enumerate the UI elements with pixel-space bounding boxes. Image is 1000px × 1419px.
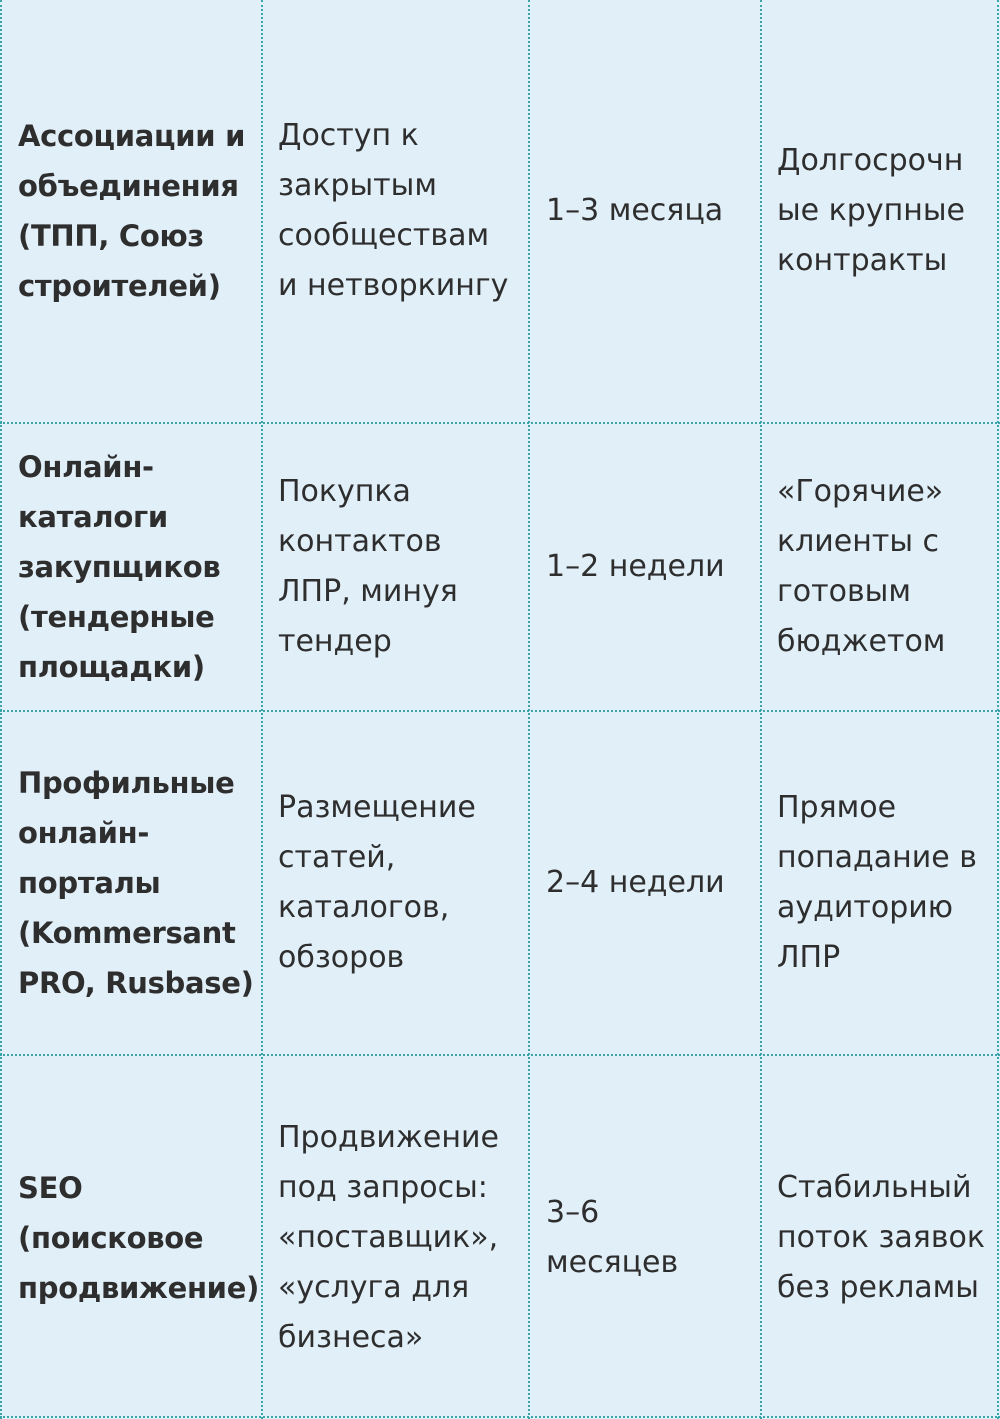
method-text: Продвижение под запросы: «поставщик», «услуга для бизнеса» bbox=[278, 1119, 499, 1355]
row-divider bbox=[0, 710, 1000, 712]
table-row bbox=[0, 1056, 1000, 1419]
row-divider bbox=[0, 422, 1000, 424]
method-text: Размещение статей, каталогов, обзоров bbox=[278, 790, 476, 975]
row-divider bbox=[0, 1416, 1000, 1418]
result-text: Прямое попадание в аудиторию ЛПР bbox=[777, 790, 977, 975]
method-cell bbox=[278, 424, 528, 710]
timeline-text: 2–4 недели bbox=[546, 865, 725, 900]
table-row bbox=[0, 424, 1000, 710]
timeline-text: 1–2 недели bbox=[546, 549, 725, 584]
method-cell bbox=[278, 1056, 528, 1419]
row-divider bbox=[0, 1054, 1000, 1056]
method-cell bbox=[278, 0, 528, 422]
table-row bbox=[0, 0, 1000, 422]
result-text: «Горячие» клиенты с готовым бюджетом bbox=[777, 474, 946, 659]
channel-name: Профильные онлайн- порталы (Kommersant PRO, Rusbase) bbox=[18, 766, 254, 1000]
result-text: Стабильный поток заявок без рекламы bbox=[777, 1169, 985, 1305]
channel-cell bbox=[18, 0, 260, 422]
channel-cell bbox=[18, 1056, 260, 1419]
table-row bbox=[0, 712, 1000, 1054]
channel-name: Онлайн- каталоги закупщиков (тендерные площадки) bbox=[18, 450, 221, 684]
method-text: Покупка контактов ЛПР, минуя тендер bbox=[278, 474, 458, 659]
channel-cell bbox=[18, 712, 260, 1054]
result-cell bbox=[777, 1056, 992, 1419]
timeline-cell bbox=[546, 0, 760, 422]
result-cell bbox=[777, 0, 992, 422]
result-cell bbox=[777, 424, 992, 710]
channel-name: Ассоциации и объединения (ТПП, Союз строителей) bbox=[18, 119, 246, 303]
timeline-cell bbox=[546, 424, 760, 710]
method-cell bbox=[278, 712, 528, 1054]
timeline-text: 1–3 месяца bbox=[546, 193, 724, 228]
channel-cell bbox=[18, 424, 260, 710]
channel-name: SEO (поисковое продвижение) bbox=[18, 1170, 260, 1305]
method-text: Доступ к закрытым сообществам и нетворкингу bbox=[278, 118, 509, 303]
timeline-cell bbox=[546, 1056, 760, 1419]
result-cell bbox=[777, 712, 992, 1054]
timeline-text: 3–6 месяцев bbox=[546, 1194, 679, 1280]
result-text: Долгосрочн ые крупные контракты bbox=[777, 143, 965, 278]
timeline-cell bbox=[546, 712, 760, 1054]
